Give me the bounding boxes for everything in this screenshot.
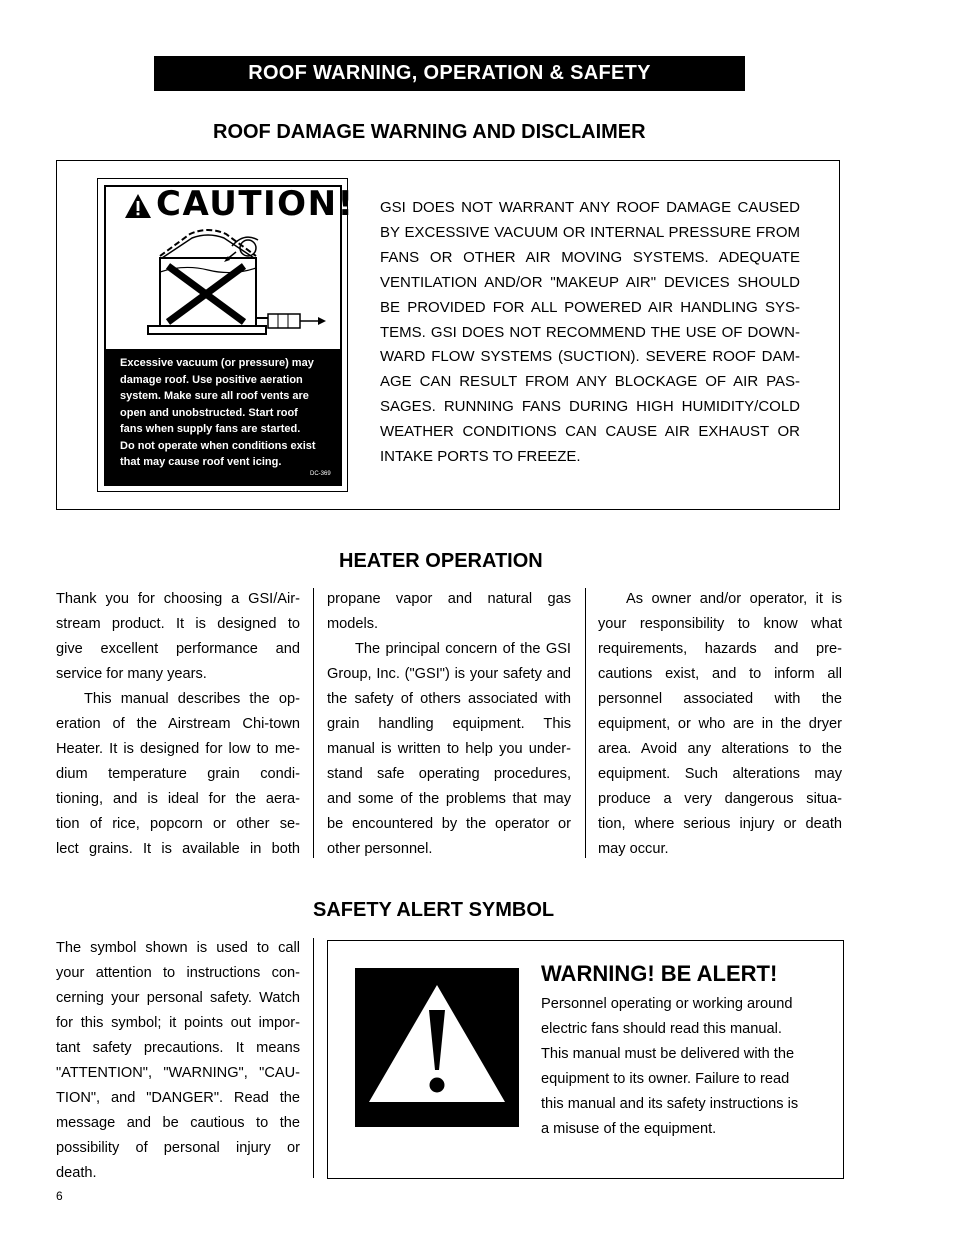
safety-alert-heading: SAFETY ALERT SYMBOL bbox=[313, 899, 555, 921]
text-line: your attention to instructions con- bbox=[56, 964, 300, 981]
text-line: eration of the Airstream Chi-town bbox=[56, 715, 300, 732]
text-line: The principal concern of the GSI bbox=[355, 640, 571, 657]
text-line: possibility of personal injury or bbox=[56, 1139, 300, 1156]
disclaimer-line: VENTILATION AND/OR "MAKEUP AIR" DEVICES SHOULD bbox=[380, 273, 800, 291]
text-line: tioning, and is ideal for the aera- bbox=[56, 790, 300, 807]
label-code: DC-369 bbox=[310, 471, 331, 477]
disclaimer-line: BE PROVIDED FOR ALL POWERED AIR HANDLING SYS- bbox=[380, 298, 800, 316]
text-line: requirements, hazards and pre- bbox=[598, 640, 842, 657]
section-title-bar bbox=[154, 56, 745, 91]
text-line: TION", and "DANGER". Read the bbox=[56, 1089, 300, 1106]
disclaimer-line: BY EXCESSIVE VACUUM OR INTERNAL PRESSURE FROM bbox=[380, 223, 800, 241]
text-line: stream product. It is designed to bbox=[56, 615, 300, 632]
text-line: be encountered by the operator or bbox=[327, 815, 571, 832]
text-line: manual is written to help you under- bbox=[327, 740, 571, 757]
text-line: lect grains. It is available in both bbox=[56, 840, 300, 857]
text-line: and some of the problems that may bbox=[327, 790, 571, 807]
text-line: The symbol shown is used to call bbox=[56, 940, 300, 956]
column-divider bbox=[313, 588, 314, 858]
disclaimer-line: INTAKE PORTS TO FREEZE. bbox=[380, 448, 581, 466]
text-line: your responsibility to know what bbox=[598, 615, 842, 632]
text-line: Group, Inc. ("GSI") is your safety and bbox=[327, 665, 571, 682]
heater-column-1 bbox=[56, 587, 300, 861]
caution-label-line: Do not operate when conditions exist bbox=[120, 439, 316, 452]
page-number: 6 bbox=[56, 1189, 63, 1203]
text-line: personnel associated with the bbox=[598, 690, 842, 707]
text-line: propane vapor and natural gas bbox=[327, 591, 571, 607]
text-line: equipment, or who are in the dryer bbox=[598, 715, 842, 732]
text-line: service for many years. bbox=[56, 665, 207, 682]
warning-triangle-icon bbox=[124, 193, 152, 219]
warning-line: a misuse of the equipment. bbox=[541, 1121, 717, 1137]
grain-bin-illustration bbox=[140, 226, 330, 338]
safety-alert-icon bbox=[355, 968, 519, 1127]
disclaimer-line: AGE CAN RESULT FROM ANY BLOCKAGE OF AIR PAS- bbox=[380, 373, 800, 391]
text-line: Thank you for choosing a GSI/Air- bbox=[56, 591, 300, 607]
text-line: may occur. bbox=[598, 840, 669, 857]
text-line: dium temperature grain condi- bbox=[56, 765, 300, 782]
disclaimer-line: GSI DOES NOT WARRANT ANY ROOF DAMAGE CAUSED bbox=[380, 199, 800, 216]
column-divider bbox=[585, 588, 586, 858]
roof-damage-heading: ROOF DAMAGE WARNING AND DISCLAIMER bbox=[213, 121, 646, 143]
column-divider bbox=[313, 938, 314, 1178]
warning-line: electric fans should read this manual. bbox=[541, 1021, 782, 1037]
disclaimer-line: WEATHER CONDITIONS CAN CAUSE AIR EXHAUST OR bbox=[380, 423, 800, 441]
text-line: This manual describes the op- bbox=[84, 690, 300, 707]
text-line: grain handling equipment. This bbox=[327, 715, 571, 732]
disclaimer-line: FANS OR OTHER AIR MOVING SYSTEMS. ADEQUATE bbox=[380, 248, 800, 266]
warning-line: this manual and its safety instructions is bbox=[541, 1096, 799, 1112]
text-line: give excellent performance and bbox=[56, 640, 300, 657]
text-line: area. Avoid any alterations to the bbox=[598, 740, 842, 757]
heater-column-3 bbox=[598, 587, 842, 861]
warning-line: This manual must be delivered with the bbox=[541, 1046, 795, 1062]
text-line: for this symbol; it points out impor- bbox=[56, 1014, 300, 1031]
warning-line: equipment to its owner. Failure to read bbox=[541, 1071, 790, 1087]
safety-column bbox=[56, 936, 300, 1186]
text-line: tant safety precautions. It means bbox=[56, 1039, 300, 1056]
heater-column-2 bbox=[327, 587, 571, 861]
caution-label-line: system. Make sure all roof vents are bbox=[120, 390, 309, 402]
disclaimer-line: SAGES. RUNNING FANS DURING HIGH HUMIDITY/COLD bbox=[380, 398, 800, 416]
text-line: the safety of others associated with bbox=[327, 690, 571, 707]
text-line: message and be cautious to the bbox=[56, 1114, 300, 1131]
warning-text bbox=[541, 992, 798, 1142]
page-title: ROOF WARNING, OPERATION & SAFETY bbox=[248, 62, 651, 84]
text-line: produce a very dangerous situa- bbox=[598, 790, 842, 807]
roof-disclaimer-text bbox=[380, 196, 800, 470]
caution-word: CAUTION! bbox=[156, 184, 355, 224]
text-line: stand safe operating procedures, bbox=[327, 765, 571, 782]
text-line: tion, where serious injury or death bbox=[598, 815, 842, 832]
text-line: Heater. It is designed for low to me- bbox=[56, 740, 300, 757]
text-line: cautions exist, and to inform all bbox=[598, 665, 842, 682]
caution-label-line: fans when supply fans are started. bbox=[120, 423, 301, 435]
warning-line: Personnel operating or working around bbox=[541, 996, 793, 1012]
text-line: tion of rice, popcorn or other se- bbox=[56, 815, 300, 832]
caution-label-line: Excessive vacuum (or pressure) may bbox=[120, 357, 314, 369]
disclaimer-line: TEMS. GSI DOES NOT RECOMMEND THE USE OF DOWN- bbox=[380, 323, 800, 341]
caution-label-line: damage roof. Use positive aeration bbox=[120, 373, 303, 386]
caution-label-line: open and unobstructed. Start roof bbox=[120, 406, 298, 419]
text-line: other personnel. bbox=[327, 840, 433, 857]
warning-heading: WARNING! BE ALERT! bbox=[541, 961, 778, 986]
text-line: equipment. Such alterations may bbox=[598, 765, 842, 782]
text-line: models. bbox=[327, 615, 379, 632]
heater-operation-heading: HEATER OPERATION bbox=[339, 550, 543, 572]
text-line: "ATTENTION", "WARNING", "CAU- bbox=[56, 1064, 300, 1081]
disclaimer-line: WARD FLOW SYSTEMS (SUCTION). SEVERE ROOF DAM- bbox=[380, 348, 800, 366]
text-line: cerning your personal safety. Watch bbox=[56, 989, 300, 1006]
caution-label-line: that may cause roof vent icing. bbox=[120, 456, 282, 468]
text-line: death. bbox=[56, 1164, 97, 1181]
text-line: As owner and/or operator, it is bbox=[626, 591, 842, 607]
